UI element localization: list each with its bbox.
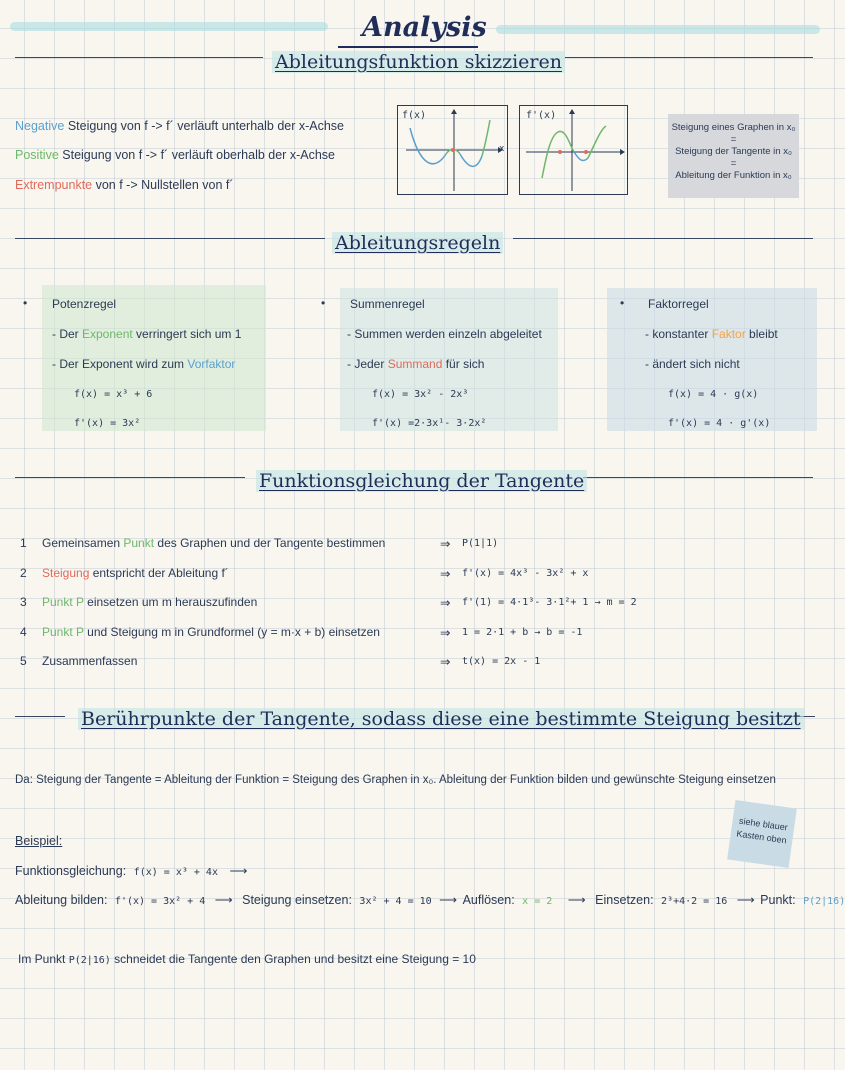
summenregel-line-2: [347, 357, 484, 371]
title-deco-left: [10, 22, 328, 31]
graph-fprime-plot: [520, 106, 627, 194]
section4-rule-left: [15, 716, 65, 717]
tangente-step: [20, 536, 385, 550]
potenzregel-line-1: [52, 327, 241, 341]
step-result: t(x) = 2x - 1: [462, 656, 541, 667]
funktionsgleichung-label: Funktionsgleichung:: [15, 864, 127, 878]
graph-f-plot: [398, 106, 507, 194]
step-text-highlight: Punkt: [123, 536, 155, 550]
steigung-info-line-3: Ableitung der Funktion in x₀: [675, 170, 792, 181]
graph-f: [397, 105, 508, 195]
potenzregel-line-2-hl: Vorfaktor: [187, 357, 236, 371]
tangente-step: [20, 654, 137, 668]
summenregel-line-2-pre: - Jeder: [347, 357, 388, 371]
section1-rule-right: [565, 57, 813, 58]
arrow-icon: ⟶: [229, 864, 248, 878]
steigung-einsetzen-formula: 3x² + 4 = 10: [359, 896, 432, 907]
summenregel-formula-1: f(x) = 3x² - 2x³: [372, 389, 469, 400]
conclusion-point: P(2|16): [68, 955, 111, 966]
tangente-step: [20, 625, 380, 639]
section4-heading: Berührpunkte der Tangente, sodass diese eine bestimmte Steigung besitzt: [78, 708, 804, 730]
steigung-info-line-1: Steigung eines Graphen in x₀: [671, 122, 796, 133]
steigung-info-eq-2: =: [730, 158, 737, 169]
arrow-icon: ⟶: [567, 893, 586, 907]
implies-arrow-icon: ⇒: [440, 626, 451, 640]
faktorregel-formula-2: f'(x) = 4 · g'(x): [668, 418, 771, 429]
sticky-note-text: siehe blauer Kasten oben: [735, 815, 789, 846]
funktionsgleichung-row: [15, 863, 247, 878]
conclusion-post: schneidet die Tangente den Graphen und besitzt eine Steigung = 10: [110, 952, 476, 966]
graph-f-label: f(x): [402, 110, 427, 121]
step-text-highlight: Punkt P: [42, 595, 84, 609]
step-result: 1 = 2·1 + b → b = -1: [462, 627, 583, 638]
ableitung-row: [15, 892, 845, 907]
page-title: Analysis: [362, 12, 487, 43]
rule-extrempunkte: [15, 178, 234, 192]
steigung-einsetzen-label: Steigung einsetzen:: [242, 893, 352, 907]
section2-heading: Ableitungsregeln: [332, 232, 503, 254]
faktorregel-line-1-post: bleibt: [745, 327, 778, 341]
section1-rule-left: [15, 57, 263, 58]
potenzregel-formula-1: f(x) = x³ + 6: [74, 389, 153, 400]
section1-heading: Ableitungsfunktion skizzieren: [272, 51, 565, 73]
arrow-icon: ⟶: [214, 893, 233, 907]
faktorregel-line-1-pre: - konstanter: [645, 327, 712, 341]
step-text-post: einsetzen um m herauszufinden: [83, 595, 258, 609]
rule-negative: [15, 119, 344, 133]
einsetzen-formula: 2³+4·2 = 16: [661, 896, 728, 907]
tangente-step: [20, 595, 257, 609]
rule-negative-term: Negative: [15, 119, 65, 133]
tangente-step: [20, 566, 229, 580]
potenzregel-line-2-pre: - Der Exponent wird zum: [52, 357, 188, 371]
aufloesen-label: Auflösen:: [462, 893, 515, 907]
faktorregel-title: Faktorregel: [648, 297, 709, 311]
section2-rule-right: [513, 238, 813, 239]
step-number: 4: [20, 625, 27, 639]
step-text-highlight: Steigung: [42, 566, 90, 580]
steigung-info-line-2: Steigung der Tangente in x₀: [675, 146, 792, 157]
title-underline: [338, 46, 478, 48]
aufloesen-formula: x = 2: [522, 896, 553, 907]
steigung-info-box: [668, 114, 799, 198]
step-number: 2: [20, 566, 27, 580]
faktorregel-line-1-hl: Faktor: [711, 327, 746, 341]
rule-positive: [15, 148, 335, 162]
implies-arrow-icon: ⇒: [440, 537, 451, 551]
faktorregel-formula-1: f(x) = 4 · g(x): [668, 389, 759, 400]
potenzregel-line-1-post: verringert sich um 1: [132, 327, 242, 341]
implies-arrow-icon: ⇒: [440, 567, 451, 581]
potenzregel-formula-2: f'(x) = 3x²: [74, 418, 141, 429]
arrow-icon: ⟶: [736, 893, 755, 907]
rule-positive-term: Positive: [15, 148, 59, 162]
punkt-label: Punkt:: [760, 893, 796, 907]
section3-rule-left: [15, 477, 245, 478]
rule-extrempunkte-text: von f -> Nullstellen von f´: [92, 178, 234, 192]
potenzregel-bullet: •: [23, 296, 28, 310]
conclusion: [18, 952, 476, 966]
conclusion-pre: Im Punkt: [18, 952, 69, 966]
arrow-icon: ⟶: [439, 893, 458, 907]
section2-rule-left: [15, 238, 325, 239]
rule-extrempunkte-term: Extrempunkte: [15, 178, 93, 192]
graph-fprime: [519, 105, 628, 195]
section3-heading: Funktionsgleichung der Tangente: [256, 470, 587, 492]
step-text-highlight: Punkt P: [42, 625, 84, 639]
beispiel-label: Beispiel:: [15, 834, 63, 848]
potenzregel-line-2: [52, 357, 235, 371]
step-text-pre: Zusammenfassen: [42, 654, 138, 668]
section3-rule-right: [583, 477, 813, 478]
graph-f-axis-x: x: [499, 144, 505, 154]
graph-fprime-label: f'(x): [526, 110, 557, 121]
step-result: f'(1) = 4·1³- 3·1²+ 1 → m = 2: [462, 597, 637, 608]
summenregel-line-2-post: für sich: [442, 357, 485, 371]
einsetzen-label: Einsetzen:: [595, 893, 654, 907]
punkt-formula: P(2|16): [803, 896, 845, 907]
step-text-pre: Gemeinsamen: [42, 536, 124, 550]
faktorregel-line-2: - ändert sich nicht: [645, 357, 740, 371]
step-number: 5: [20, 654, 27, 668]
summenregel-title: Summenregel: [350, 297, 425, 311]
step-number: 1: [20, 536, 27, 550]
step-text-post: entspricht der Ableitung f´: [89, 566, 229, 580]
steigung-info-eq-1: =: [730, 134, 737, 145]
summenregel-line-1: - Summen werden einzeln abgeleitet: [347, 327, 542, 341]
funktionsgleichung-formula: f(x) = x³ + 4x: [133, 867, 218, 878]
sticky-note: [727, 800, 797, 868]
step-text-post: des Graphen und der Tangente bestimmen: [154, 536, 386, 550]
implies-arrow-icon: ⇒: [440, 655, 451, 669]
rule-positive-text: Steigung von f -> f´ verläuft oberhalb der x-Achse: [58, 148, 335, 162]
faktorregel-line-1: [645, 327, 778, 341]
summenregel-bullet: •: [321, 296, 326, 310]
rule-negative-text: Steigung von f -> f´ verläuft unterhalb der x-Achse: [64, 119, 345, 133]
potenzregel-line-1-hl: Exponent: [82, 327, 133, 341]
step-number: 3: [20, 595, 27, 609]
faktorregel-bullet: •: [620, 296, 625, 310]
step-result: P(1|1): [462, 538, 499, 549]
step-result: f'(x) = 4x³ - 3x² + x: [462, 568, 589, 579]
title-deco-right: [496, 25, 820, 34]
summenregel-line-2-hl: Summand: [387, 357, 443, 371]
step-text-post: und Steigung m in Grundformel (y = m·x + b) einsetzen: [83, 625, 380, 639]
implies-arrow-icon: ⇒: [440, 596, 451, 610]
section4-da-text: Da: Steigung der Tangente = Ableitung der Funktion = Steigung des Graphen in x₀. Ableitung der Funktion bilden und gewünschte Steigung einsetzen: [15, 774, 776, 786]
ableitung-formula: f'(x) = 3x² + 4: [114, 896, 206, 907]
potenzregel-line-1-pre: - Der: [52, 327, 82, 341]
summenregel-formula-2: f'(x) =2·3x¹- 3·2x²: [372, 418, 487, 429]
ableitung-label: Ableitung bilden:: [15, 893, 108, 907]
potenzregel-title: Potenzregel: [52, 297, 117, 311]
